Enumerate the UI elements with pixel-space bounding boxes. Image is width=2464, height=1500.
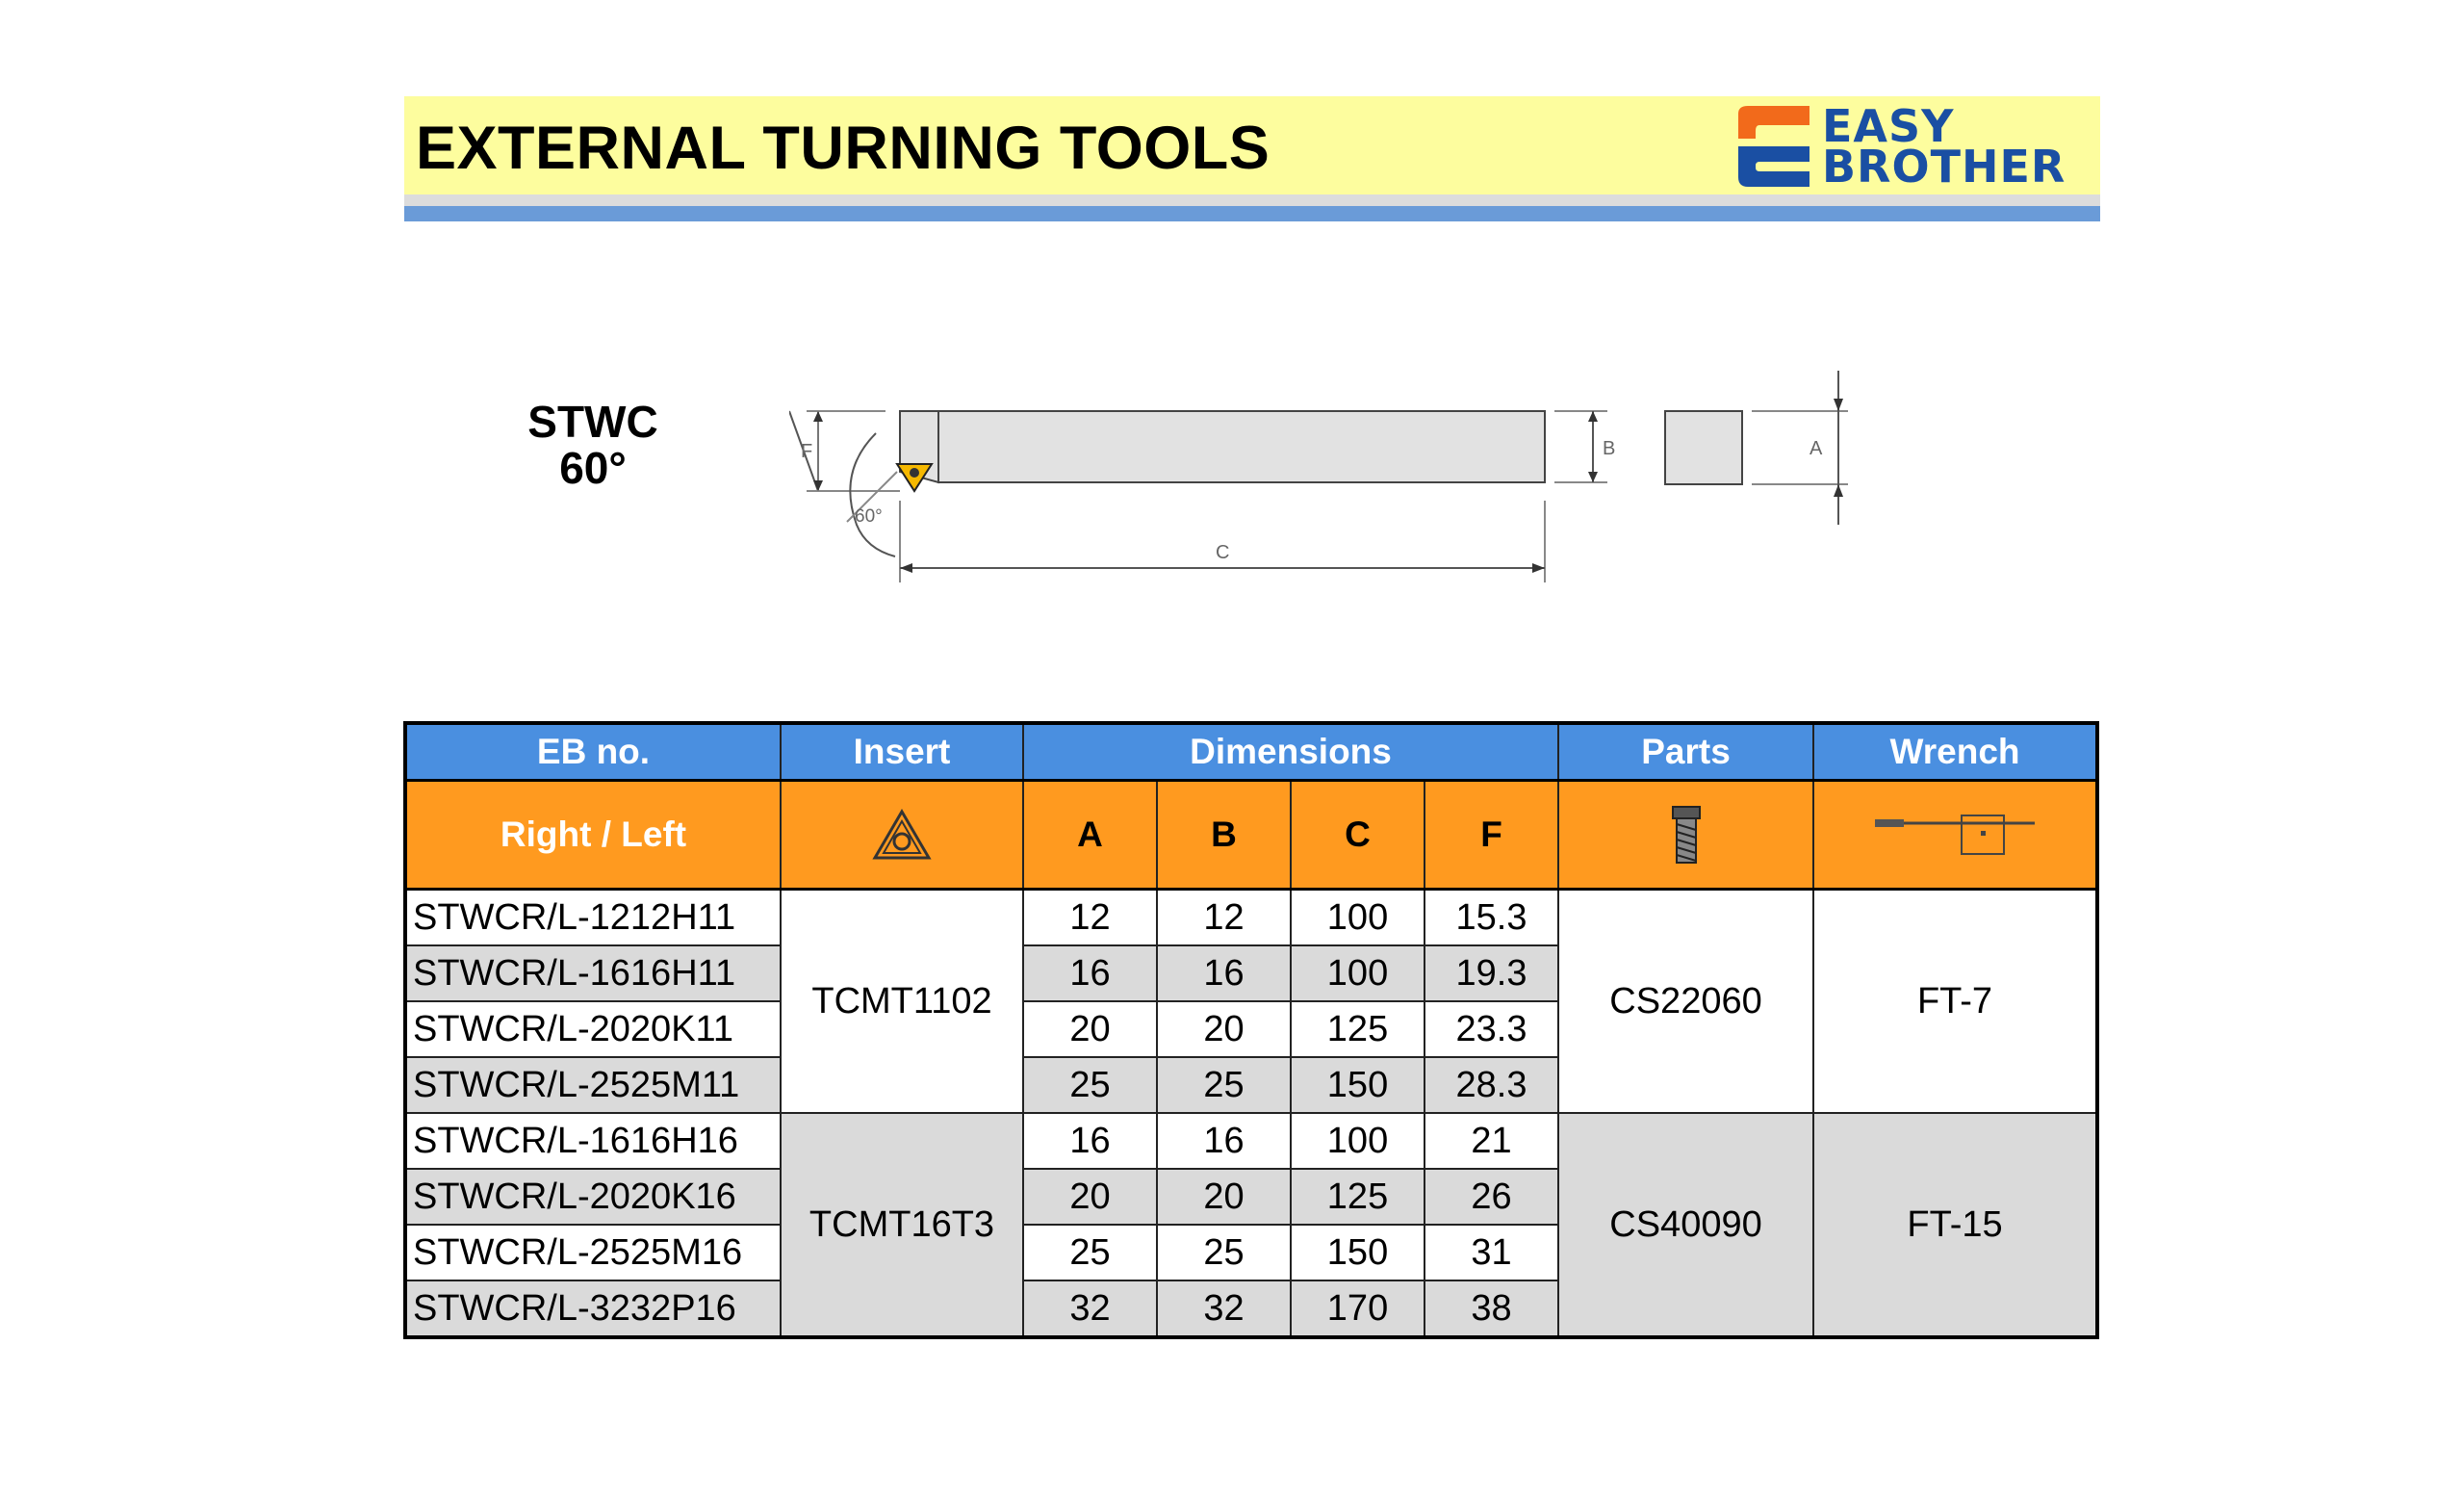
cell-eb-no: STWCR/L-1212H11: [405, 890, 781, 946]
drawing-label-a: A: [1810, 438, 1823, 459]
brand-logo: [1729, 102, 2094, 191]
cell-f: 21: [1424, 1113, 1558, 1169]
cell-b: 16: [1157, 1113, 1291, 1169]
cell-c: 125: [1291, 1169, 1424, 1225]
subheader-f: F: [1424, 781, 1558, 890]
cell-eb-no: STWCR/L-1616H16: [405, 1113, 781, 1169]
subheader-b: B: [1157, 781, 1291, 890]
cell-a: 16: [1023, 1113, 1157, 1169]
cell-eb-no: STWCR/L-2525M11: [405, 1057, 781, 1113]
cell-insert: TCMT1102: [781, 890, 1023, 1114]
subheader-c: C: [1291, 781, 1424, 890]
cell-c: 100: [1291, 890, 1424, 946]
cell-c: 100: [1291, 945, 1424, 1001]
cell-b: 20: [1157, 1169, 1291, 1225]
subheader-a: A: [1023, 781, 1157, 890]
cell-a: 25: [1023, 1057, 1157, 1113]
page-title: EXTERNAL TURNING TOOLS: [416, 115, 1270, 182]
header-insert: Insert: [781, 723, 1023, 781]
cell-f: 38: [1424, 1280, 1558, 1337]
banner-divider: [404, 194, 2100, 206]
tool-drawing: [789, 356, 1896, 587]
cell-c: 125: [1291, 1001, 1424, 1057]
model-label: [500, 399, 685, 491]
logo-mark-icon: [1729, 104, 1815, 189]
wrench-icon: [1873, 812, 2037, 858]
drawing-label-c: C: [1216, 542, 1230, 563]
cell-b: 25: [1157, 1057, 1291, 1113]
cell-b: 20: [1157, 1001, 1291, 1057]
cell-wrench: FT-15: [1813, 1113, 2097, 1337]
drawing-label-f: F: [801, 441, 813, 462]
cell-b: 12: [1157, 890, 1291, 946]
header-dimensions: Dimensions: [1023, 723, 1558, 781]
cell-b: 25: [1157, 1225, 1291, 1280]
table-row: [405, 890, 2097, 946]
header-row: [405, 723, 2097, 781]
cell-eb-no: STWCR/L-2525M16: [405, 1225, 781, 1280]
table-row: [405, 1113, 2097, 1169]
cell-eb-no: STWCR/L-2020K16: [405, 1169, 781, 1225]
cell-a: 12: [1023, 890, 1157, 946]
header-eb: EB no.: [405, 723, 781, 781]
banner-divider-blue: [404, 206, 2100, 221]
drawing-label-angle: 60°: [855, 506, 883, 527]
cell-f: 26: [1424, 1169, 1558, 1225]
logo-text-easy: EASY: [1822, 100, 1955, 152]
cell-a: 20: [1023, 1001, 1157, 1057]
cell-eb-no: STWCR/L-2020K11: [405, 1001, 781, 1057]
cell-a: 16: [1023, 945, 1157, 1001]
subheader-insert-icon-cell: [781, 781, 1023, 890]
cell-wrench: FT-7: [1813, 890, 2097, 1114]
header-parts: Parts: [1558, 723, 1813, 781]
cell-c: 170: [1291, 1280, 1424, 1337]
tool-shank: [938, 411, 1545, 482]
cell-b: 16: [1157, 945, 1291, 1001]
subheader-right-left: Right / Left: [405, 781, 781, 890]
cell-eb-no: STWCR/L-3232P16: [405, 1280, 781, 1337]
triangle-insert-icon: [872, 809, 932, 861]
cell-f: 31: [1424, 1225, 1558, 1280]
cell-a: 20: [1023, 1169, 1157, 1225]
screw-icon: [1670, 805, 1703, 865]
header-wrench: Wrench: [1813, 723, 2097, 781]
spec-table: [403, 721, 2099, 1339]
cell-f: 23.3: [1424, 1001, 1558, 1057]
subheader-wrench-icon-cell: [1813, 781, 2097, 890]
cell-eb-no: STWCR/L-1616H11: [405, 945, 781, 1001]
cell-insert: TCMT16T3: [781, 1113, 1023, 1337]
subheader-parts-icon-cell: [1558, 781, 1813, 890]
model-name: STWC: [527, 397, 658, 447]
cell-b: 32: [1157, 1280, 1291, 1337]
cell-c: 100: [1291, 1113, 1424, 1169]
cell-f: 19.3: [1424, 945, 1558, 1001]
cell-a: 25: [1023, 1225, 1157, 1280]
cell-parts: CS40090: [1558, 1113, 1813, 1337]
cell-c: 150: [1291, 1225, 1424, 1280]
cell-c: 150: [1291, 1057, 1424, 1113]
drawing-label-b: B: [1603, 438, 1616, 459]
end-view: [1665, 411, 1742, 484]
logo-text-brother: BROTHER: [1822, 141, 2066, 193]
cell-f: 15.3: [1424, 890, 1558, 946]
cell-f: 28.3: [1424, 1057, 1558, 1113]
cell-a: 32: [1023, 1280, 1157, 1337]
model-angle: 60°: [559, 443, 627, 493]
cell-parts: CS22060: [1558, 890, 1813, 1114]
subheader-row: [405, 781, 2097, 890]
